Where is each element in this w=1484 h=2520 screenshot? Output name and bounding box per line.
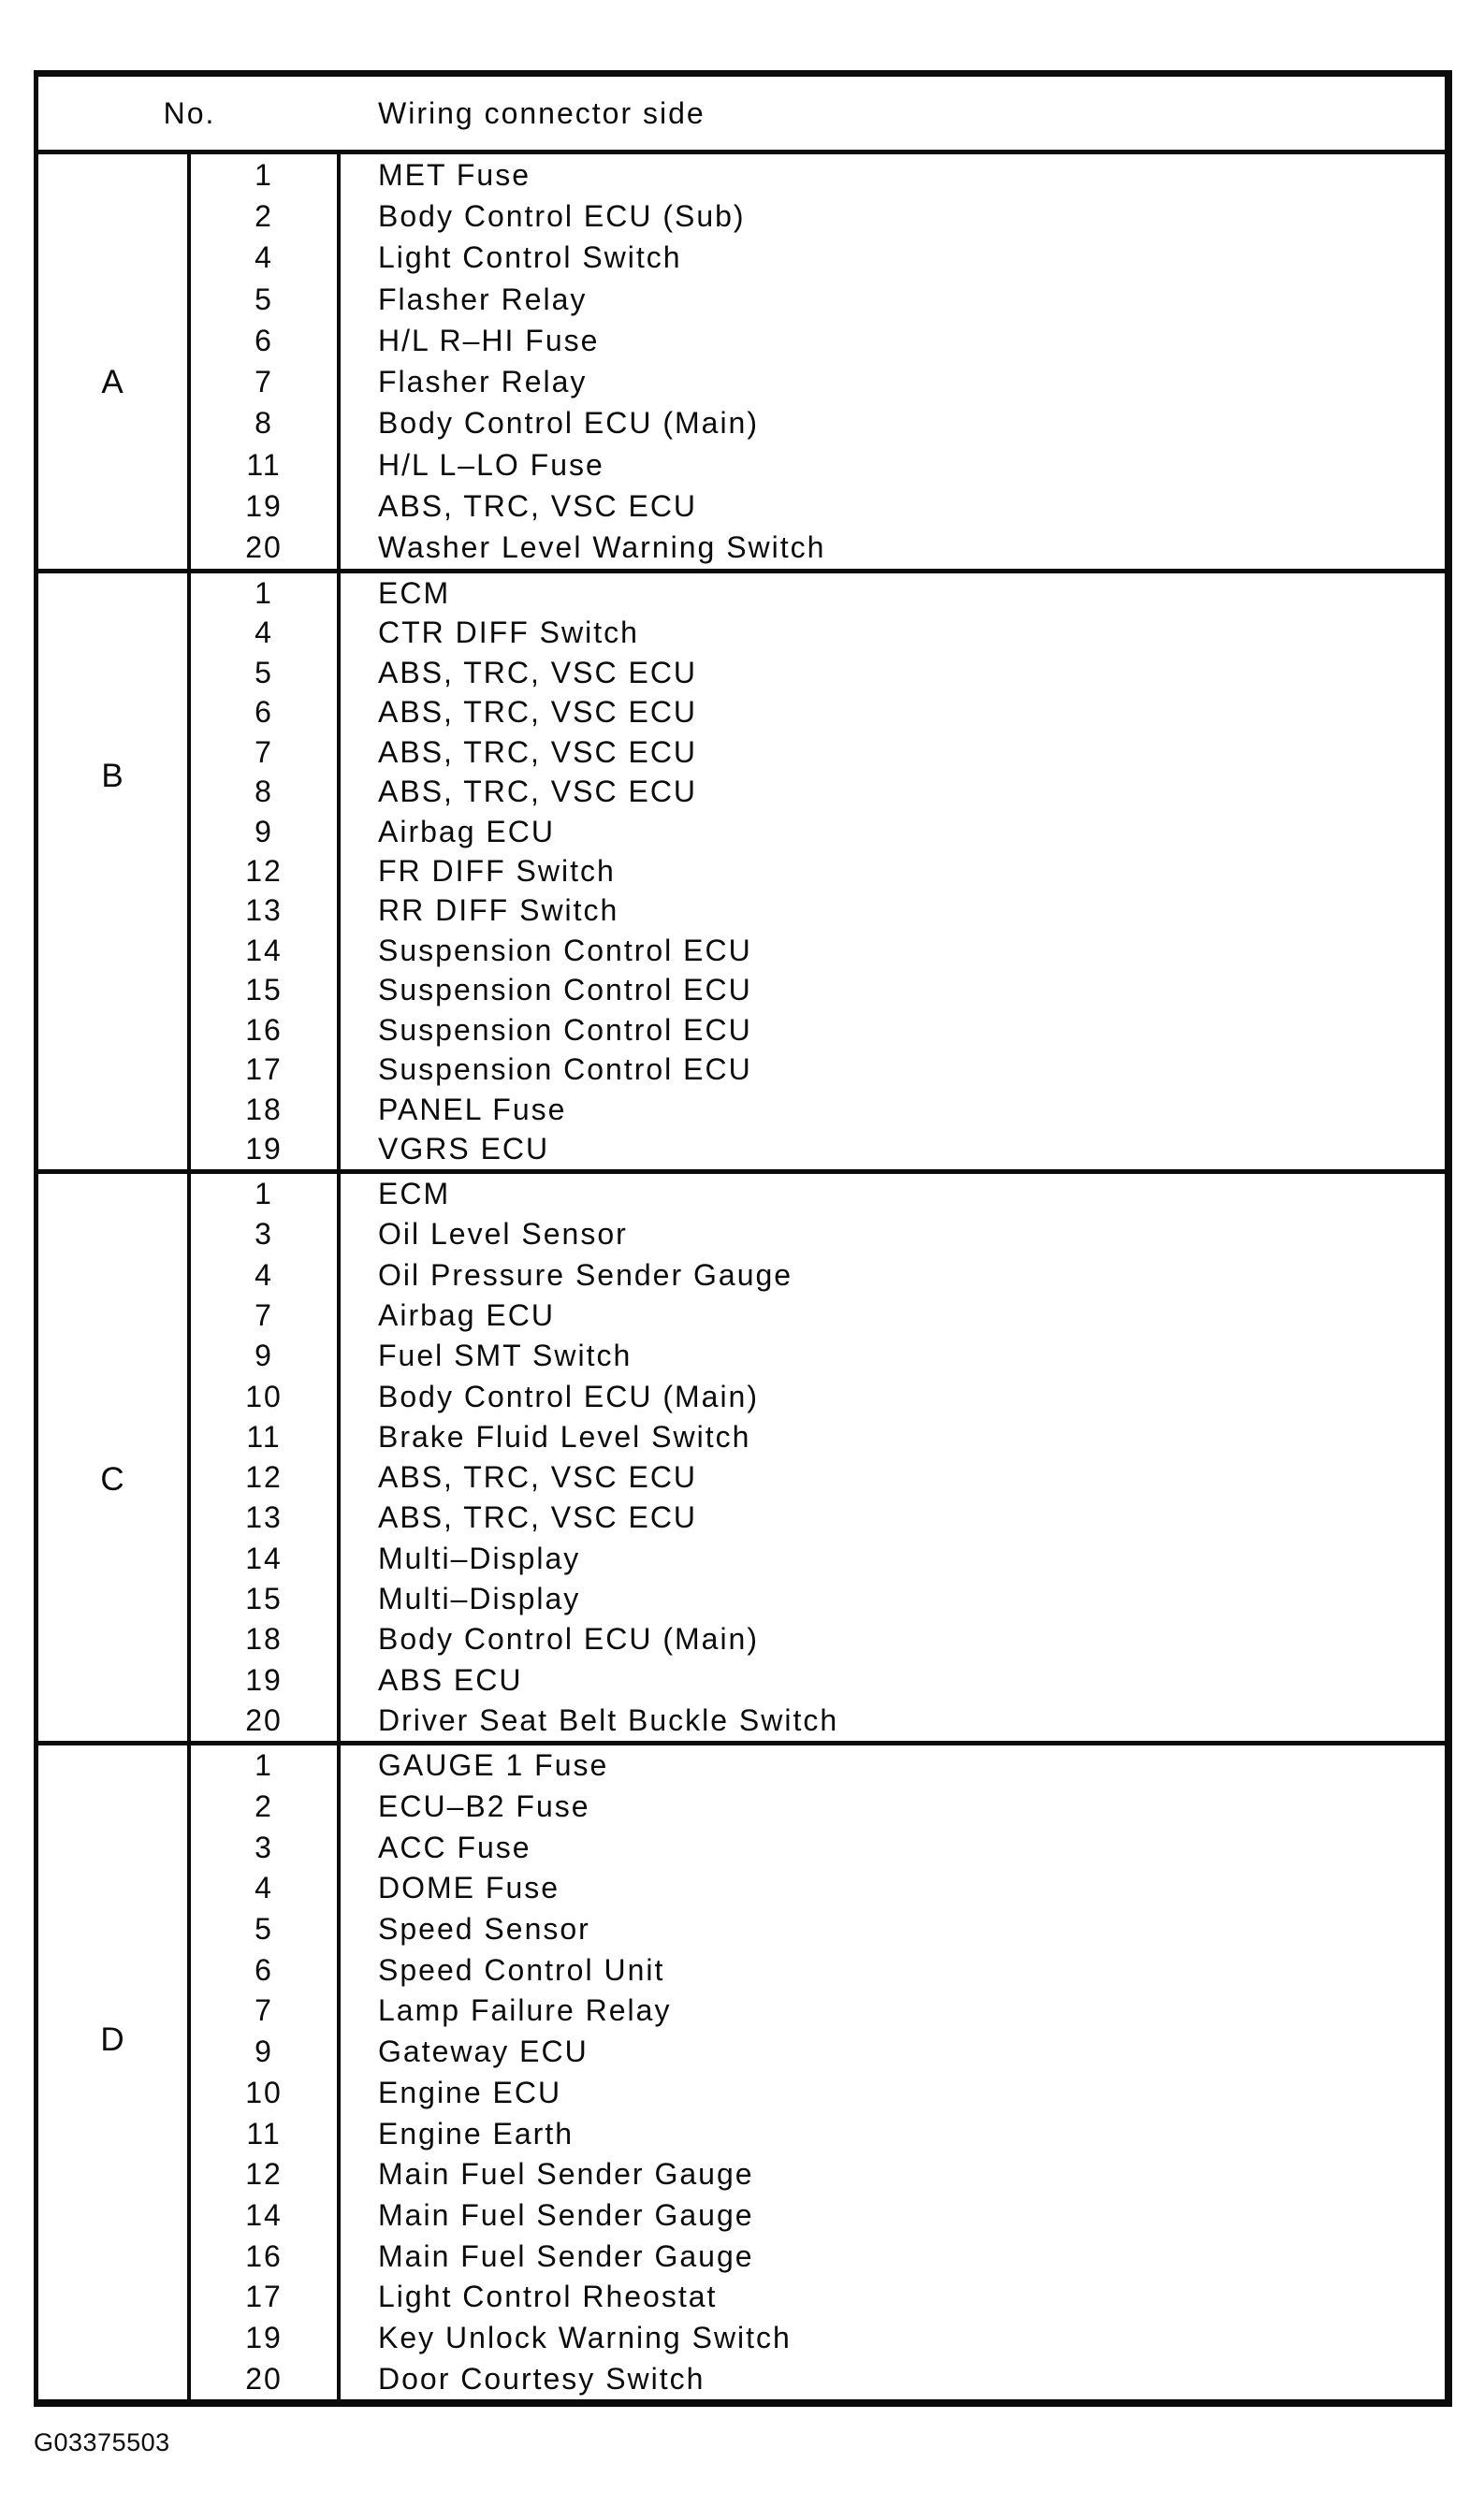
pin-number: 14 [191, 2195, 341, 2237]
pin-row [191, 1579, 1445, 1619]
pin-number: 2 [191, 196, 341, 237]
pin-description: ECM [378, 575, 451, 610]
pin-number: 14 [191, 1539, 341, 1579]
pin-number: 7 [191, 1296, 341, 1336]
pin-row [191, 1417, 1445, 1457]
pin-description: ACC Fuse [378, 1830, 531, 1864]
section-letter-cell [38, 1745, 191, 2399]
pin-row [191, 2318, 1445, 2359]
pin-row [191, 403, 1445, 444]
pin-row [191, 2073, 1445, 2114]
pin-description: ABS, TRC, VSC ECU [378, 655, 698, 689]
pin-number: 4 [191, 238, 341, 279]
pin-number: 2 [191, 1787, 341, 1828]
pin-number: 4 [191, 613, 341, 652]
pin-row [191, 1457, 1445, 1498]
pin-description: Multi–Display [378, 1541, 581, 1575]
pin-row [191, 485, 1445, 527]
pin-number: 5 [191, 279, 341, 320]
pin-number: 9 [191, 812, 341, 851]
section-letter-cell [38, 1174, 191, 1741]
pin-description: Gateway ECU [378, 2035, 589, 2069]
pin-description: ABS, TRC, VSC ECU [378, 1460, 698, 1495]
pin-row [191, 1659, 1445, 1700]
pin-description: Main Fuel Sender Gauge [378, 2157, 754, 2192]
pin-number: 3 [191, 1214, 341, 1254]
pin-description: Fuel SMT Switch [378, 1339, 633, 1373]
pin-row [191, 772, 1445, 811]
pin-number: 13 [191, 891, 341, 931]
pin-number: 6 [191, 1949, 341, 1991]
pin-number: 1 [191, 154, 341, 196]
pin-description: Body Control ECU (Main) [378, 406, 759, 441]
pin-number: 20 [191, 1701, 341, 1741]
pin-description: H/L R–HI Fuse [378, 323, 600, 357]
pin-description: ABS, TRC, VSC ECU [378, 775, 698, 809]
pin-description: Door Courtesy Switch [378, 2361, 706, 2396]
pin-number: 5 [191, 653, 341, 692]
pin-description: Suspension Control ECU [378, 973, 752, 1007]
section-rows [191, 154, 1445, 569]
pin-row [191, 732, 1445, 772]
pin-number: 1 [191, 1745, 341, 1787]
pin-description: RR DIFF Switch [378, 893, 619, 928]
pin-row [191, 1787, 1445, 1828]
pin-row [191, 1376, 1445, 1416]
pin-row [191, 444, 1445, 485]
pin-number: 5 [191, 1909, 341, 1950]
pin-row [191, 1255, 1445, 1296]
figure-code: G03375503 [34, 2428, 170, 2456]
pin-row [191, 1010, 1445, 1050]
section-letter: B [101, 757, 124, 794]
wiring-connector-table [34, 70, 1452, 2407]
pin-description: CTR DIFF Switch [378, 616, 639, 650]
pin-row [191, 1909, 1445, 1950]
pin-number: 14 [191, 931, 341, 970]
pin-row [191, 1619, 1445, 1659]
pin-number: 13 [191, 1498, 341, 1538]
pin-description: Light Control Rheostat [378, 2280, 718, 2314]
pin-description: FR DIFF Switch [378, 854, 616, 889]
pin-description: Flasher Relay [378, 282, 588, 316]
pin-number: 15 [191, 971, 341, 1010]
pin-row [191, 891, 1445, 931]
pin-description: Suspension Control ECU [378, 1052, 752, 1087]
pin-description: Multi–Display [378, 1581, 581, 1615]
pin-description: Lamp Failure Relay [378, 1993, 672, 2028]
connector-section [38, 1174, 1445, 1745]
pin-number: 7 [191, 361, 341, 402]
pin-number: 11 [191, 2113, 341, 2154]
pin-description: Key Unlock Warning Switch [378, 2320, 792, 2354]
section-letter: C [100, 1461, 125, 1499]
pin-description: DOME Fuse [378, 1871, 560, 1905]
section-rows [191, 573, 1445, 1169]
pin-description: ECU–B2 Fuse [378, 1789, 590, 1824]
pin-row [191, 1130, 1445, 1169]
pin-row [191, 528, 1445, 569]
pin-row [191, 2277, 1445, 2318]
pin-description: Suspension Control ECU [378, 1012, 752, 1047]
pin-row [191, 692, 1445, 731]
pin-row [191, 196, 1445, 237]
section-rows [191, 1745, 1445, 2399]
pin-description: Flasher Relay [378, 365, 588, 399]
pin-row [191, 1050, 1445, 1090]
pin-row [191, 971, 1445, 1010]
pin-description: H/L L–LO Fuse [378, 447, 604, 482]
pin-number: 17 [191, 2277, 341, 2318]
section-letter-cell [38, 154, 191, 569]
pin-number: 19 [191, 1130, 341, 1169]
pin-description: Washer Level Warning Switch [378, 530, 826, 565]
pin-description: Oil Level Sensor [378, 1217, 628, 1252]
pin-description: ABS, TRC, VSC ECU [378, 695, 698, 730]
pin-row [191, 1868, 1445, 1909]
pin-number: 19 [191, 2318, 341, 2359]
pin-row [191, 2195, 1445, 2237]
pin-number: 18 [191, 1619, 341, 1659]
pin-row [191, 1214, 1445, 1254]
pin-number: 19 [191, 1659, 341, 1700]
pin-row [191, 1745, 1445, 1787]
pin-description: Airbag ECU [378, 814, 555, 848]
pin-row [191, 1701, 1445, 1741]
pin-row [191, 2236, 1445, 2277]
pin-number: 10 [191, 1376, 341, 1416]
pin-number: 16 [191, 2236, 341, 2277]
pin-description: ABS, TRC, VSC ECU [378, 734, 698, 769]
table-body [38, 154, 1445, 2399]
pin-row [191, 1949, 1445, 1991]
pin-description: Suspension Control ECU [378, 933, 752, 967]
pin-description: Main Fuel Sender Gauge [378, 2197, 754, 2232]
header-no-label: No. [163, 95, 216, 130]
pin-description: Driver Seat Belt Buckle Switch [378, 1702, 839, 1737]
pin-description: Body Control ECU (Main) [378, 1622, 759, 1657]
pin-description: Engine Earth [378, 2116, 575, 2151]
pin-description: Body Control ECU (Sub) [378, 198, 746, 233]
pin-description: Airbag ECU [378, 1297, 555, 1332]
section-letter: D [100, 2020, 125, 2058]
pin-row [191, 2154, 1445, 2195]
pin-row [191, 1498, 1445, 1538]
pin-row [191, 320, 1445, 361]
pin-row [191, 1336, 1445, 1376]
section-letter-cell [38, 573, 191, 1169]
pin-row [191, 573, 1445, 613]
pin-description: Speed Control Unit [378, 1952, 665, 1987]
pin-description: Speed Sensor [378, 1912, 590, 1947]
pin-row [191, 1827, 1445, 1868]
pin-number: 4 [191, 1255, 341, 1296]
pin-number: 4 [191, 1868, 341, 1909]
pin-number: 12 [191, 851, 341, 891]
pin-row [191, 1090, 1445, 1129]
pin-number: 20 [191, 2358, 341, 2399]
pin-number: 9 [191, 2032, 341, 2073]
section-letter: A [101, 363, 124, 400]
pin-row [191, 361, 1445, 402]
pin-description: Brake Fluid Level Switch [378, 1419, 751, 1454]
pin-row [191, 613, 1445, 652]
pin-row [191, 2032, 1445, 2073]
connector-section [38, 1745, 1445, 2399]
pin-number: 12 [191, 2154, 341, 2195]
pin-number: 3 [191, 1827, 341, 1868]
pin-description: ABS, TRC, VSC ECU [378, 1500, 698, 1535]
pin-row [191, 1174, 1445, 1214]
pin-description: ABS, TRC, VSC ECU [378, 489, 698, 524]
pin-description: PANEL Fuse [378, 1092, 567, 1126]
pin-description: Main Fuel Sender Gauge [378, 2238, 754, 2273]
pin-number: 1 [191, 573, 341, 613]
pin-number: 6 [191, 692, 341, 731]
pin-number: 19 [191, 485, 341, 527]
connector-section [38, 573, 1445, 1174]
header-connector-side-label: Wiring connector side [378, 95, 706, 130]
pin-description: Light Control Switch [378, 240, 682, 275]
pin-row [191, 1539, 1445, 1579]
pin-row [191, 851, 1445, 891]
pin-number: 20 [191, 528, 341, 569]
pin-row [191, 154, 1445, 196]
pin-number: 7 [191, 732, 341, 772]
pin-description: VGRS ECU [378, 1132, 550, 1166]
pin-row [191, 931, 1445, 970]
pin-number: 9 [191, 1336, 341, 1376]
pin-number: 7 [191, 1991, 341, 2032]
pin-number: 17 [191, 1050, 341, 1090]
pin-number: 10 [191, 2073, 341, 2114]
pin-row [191, 1991, 1445, 2032]
section-rows [191, 1174, 1445, 1741]
pin-number: 11 [191, 1417, 341, 1457]
pin-number: 15 [191, 1579, 341, 1619]
pin-description: Oil Pressure Sender Gauge [378, 1257, 793, 1292]
table-header-row [38, 77, 1445, 154]
pin-number: 11 [191, 444, 341, 485]
pin-number: 16 [191, 1010, 341, 1050]
pin-description: ECM [378, 1177, 451, 1211]
pin-number: 18 [191, 1090, 341, 1129]
pin-number: 6 [191, 320, 341, 361]
pin-number: 12 [191, 1457, 341, 1498]
pin-row [191, 2113, 1445, 2154]
pin-row [191, 238, 1445, 279]
pin-description: GAUGE 1 Fuse [378, 1748, 609, 1783]
pin-description: Engine ECU [378, 2075, 562, 2109]
pin-number: 8 [191, 403, 341, 444]
pin-description: MET Fuse [378, 157, 531, 192]
pin-row [191, 812, 1445, 851]
pin-description: ABS ECU [378, 1662, 523, 1697]
pin-row [191, 2358, 1445, 2399]
pin-number: 1 [191, 1174, 341, 1214]
pin-description: Body Control ECU (Main) [378, 1379, 759, 1413]
pin-number: 8 [191, 772, 341, 811]
connector-section [38, 154, 1445, 573]
pin-row [191, 653, 1445, 692]
pin-row [191, 279, 1445, 320]
pin-row [191, 1296, 1445, 1336]
